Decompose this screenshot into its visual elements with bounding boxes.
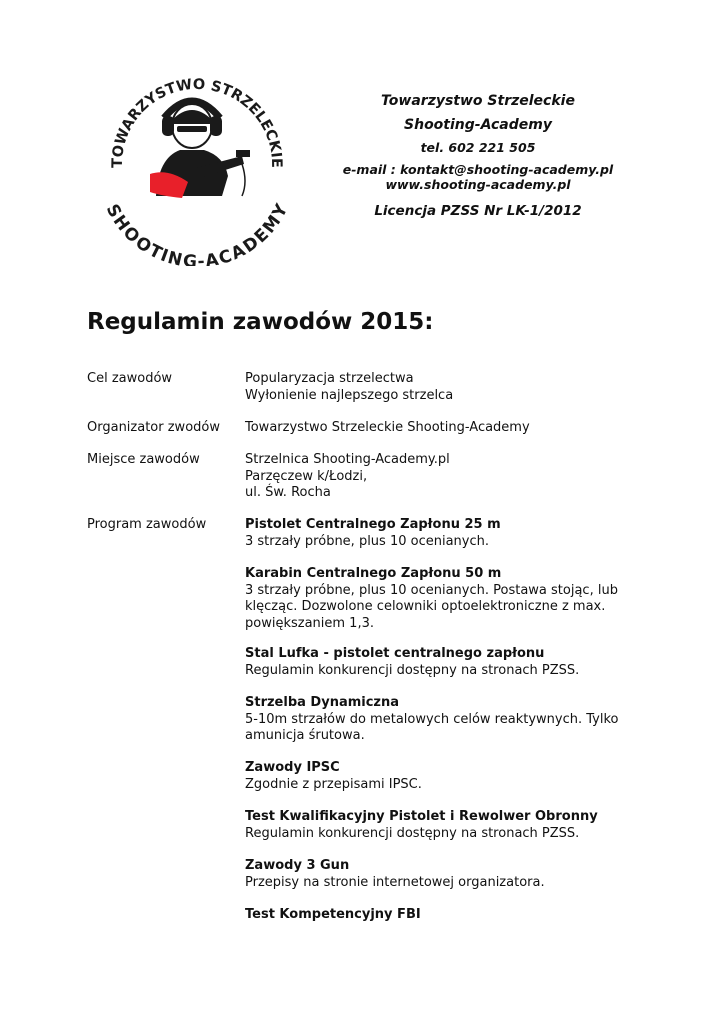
value-line: Strzelnica Shooting-Academy.pl bbox=[245, 452, 450, 467]
svg-text:SHOOTING-ACADEMY: SHOOTING-ACADEMY bbox=[101, 200, 293, 266]
program-item bbox=[245, 566, 645, 632]
program-heading: Karabin Centralnego Zapłonu 50 m bbox=[245, 566, 502, 581]
program-line: Regulamin konkurencji dostępny na stronach PZSS. bbox=[245, 662, 580, 678]
program-item bbox=[245, 695, 645, 745]
value-line: Popularyzacja strzelectwa bbox=[245, 371, 414, 386]
program-heading: Test Kwalifikacyjny Pistolet i Rewolwer Obronny bbox=[245, 809, 598, 824]
program-heading: Zawody 3 Gun bbox=[245, 858, 350, 873]
program-heading: Strzelba Dynamiczna bbox=[245, 695, 400, 710]
program-line: 3 strzały próbne, plus 10 ocenianych. Postawa stojąc, lub bbox=[245, 582, 618, 598]
value-line: Wyłonienie najlepszego strzelca bbox=[245, 387, 454, 403]
program-line: Przepisy na stronie internetowej organizatora. bbox=[245, 874, 545, 890]
shooter-figure-icon bbox=[150, 101, 250, 198]
row-value bbox=[245, 420, 645, 437]
program-line: 5-10m strzałów do metalowych celów reaktywnych. Tylko bbox=[245, 711, 619, 727]
svg-text:TOWARZYSTWO STRZELECKIE: TOWARZYSTWO STRZELECKIE bbox=[109, 76, 285, 169]
contact-header bbox=[318, 92, 638, 220]
program-line: powiększaniem 1,3. bbox=[245, 615, 374, 631]
program-item bbox=[245, 907, 645, 924]
program-item bbox=[245, 760, 645, 793]
email-address: e-mail : kontakt@shooting-academy.pl bbox=[342, 162, 614, 177]
row-value bbox=[245, 452, 645, 502]
program-line: 3 strzały próbne, plus 10 ocenianych. bbox=[245, 533, 489, 549]
value-line: Towarzystwo Strzeleckie Shooting-Academy bbox=[245, 420, 530, 435]
program-heading: Zawody IPSC bbox=[245, 760, 340, 775]
program-heading: Stal Lufka - pistolet centralnego zapłonu bbox=[245, 646, 545, 661]
value-line: Parzęczew k/Łodzi, bbox=[245, 468, 368, 484]
value-line: ul. Św. Rocha bbox=[245, 485, 331, 500]
program-line: klęcząc. Dozwolone celowniki optoelektroniczne z max. bbox=[245, 599, 606, 614]
shooting-academy-logo bbox=[92, 56, 302, 266]
page-title: Regulamin zawodów 2015: bbox=[87, 309, 434, 335]
program-item bbox=[245, 809, 645, 842]
phone-number: tel. 602 221 505 bbox=[420, 140, 536, 155]
row-label: Program zawodów bbox=[87, 517, 207, 532]
program-heading: Pistolet Centralnego Zapłonu 25 m bbox=[245, 517, 501, 532]
row-label: Miejsce zawodów bbox=[87, 452, 200, 467]
website-link[interactable]: www.shooting-academy.pl bbox=[385, 177, 571, 192]
licence-number: Licencja PZSS Nr LK-1/2012 bbox=[374, 203, 582, 219]
program-item bbox=[245, 517, 645, 550]
row-value bbox=[245, 371, 645, 404]
program-item bbox=[245, 858, 645, 891]
program-line: Zgodnie z przepisami IPSC. bbox=[245, 776, 422, 792]
row-label: Cel zawodów bbox=[87, 371, 173, 386]
program-line: Regulamin konkurencji dostępny na stronach PZSS. bbox=[245, 825, 580, 841]
org-name-2: Shooting-Academy bbox=[404, 117, 552, 133]
program-line: amunicja śrutowa. bbox=[245, 728, 365, 743]
org-name: Towarzystwo Strzeleckie bbox=[381, 93, 575, 109]
program-item bbox=[245, 646, 645, 679]
program-heading: Test Kompetencyjny FBI bbox=[245, 907, 421, 922]
row-label: Organizator zwodów bbox=[87, 420, 220, 435]
